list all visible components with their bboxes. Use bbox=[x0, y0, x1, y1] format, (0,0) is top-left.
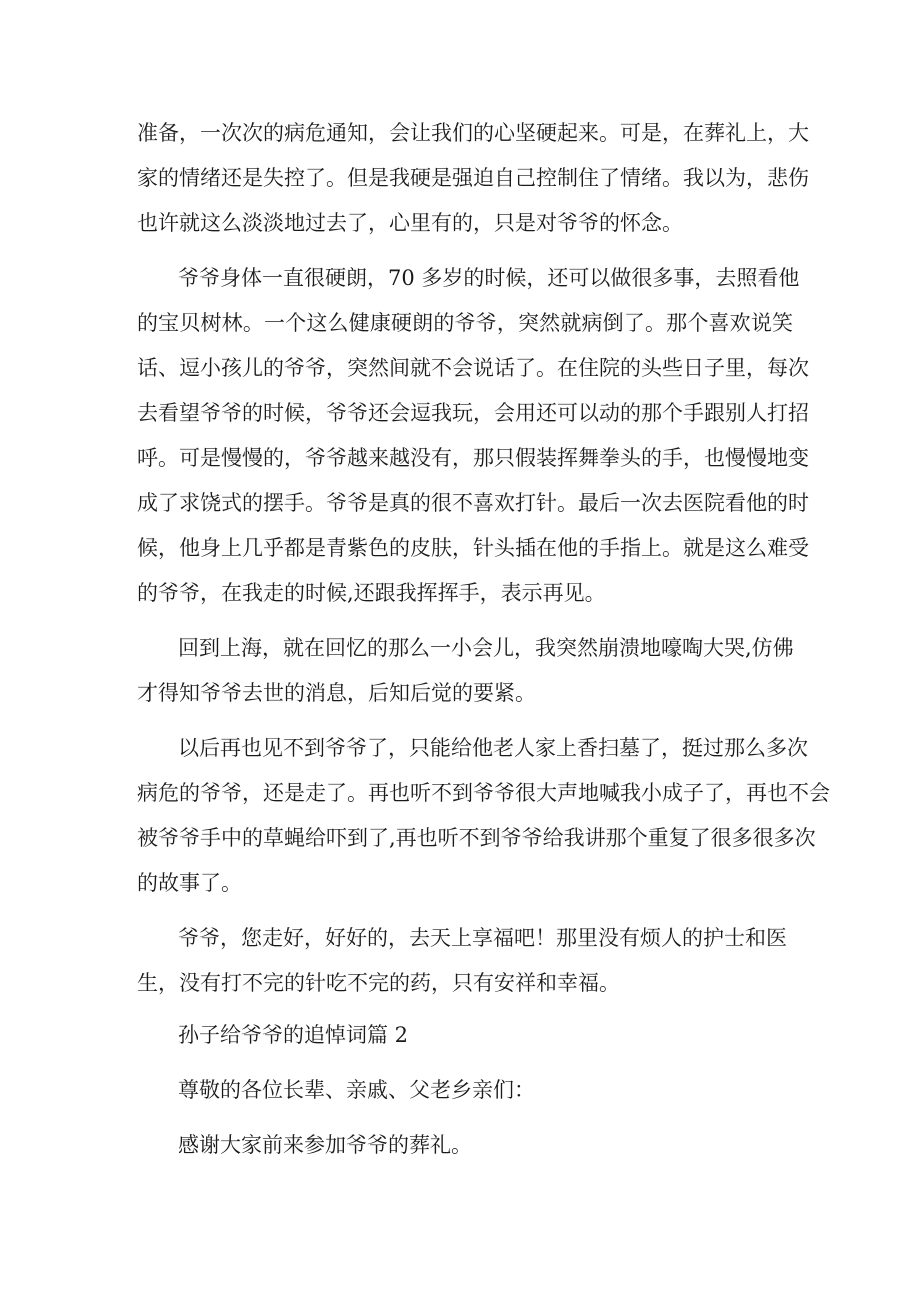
paragraph-line: 被爷爷手中的草蝇给吓到了,再也听不到爷爷给我讲那个重复了很多很多次 bbox=[137, 826, 816, 850]
paragraph-line: 家的情绪还是失控了。但是我硬是强迫自己控制住了情绪。我以为，悲伤 bbox=[137, 166, 809, 190]
paragraph-line: 回到上海，就在回忆的那么一小会儿，我突然崩溃地嚎啕大哭,仿佛 bbox=[178, 636, 794, 660]
paragraph-line: 候，他身上几乎都是青紫色的皮肤，针头插在他的手指上。就是这么难受 bbox=[137, 536, 809, 560]
paragraph-line: 的故事了。 bbox=[137, 871, 242, 895]
paragraph-line: 准备，一次次的病危通知，会让我们的心坚硬起来。可是，在葬礼上，大 bbox=[137, 121, 809, 145]
paragraph-line: 也许就这么淡淡地过去了，心里有的，只是对爷爷的怀念。 bbox=[137, 211, 683, 235]
paragraph-line: 的宝贝树林。一个这么健康硬朗的爷爷，突然就病倒了。那个喜欢说笑 bbox=[137, 311, 793, 335]
salutation: 尊敬的各位长辈、亲戚、父老乡亲们： bbox=[178, 1078, 535, 1102]
paragraph-line: 爷爷身体一直很硬朗，70 多岁的时候，还可以做很多事，去照看他 bbox=[178, 266, 800, 290]
paragraph-line: 成了求饶式的摆手。爷爷是真的很不喜欢打针。最后一次去医院看他的时 bbox=[137, 491, 809, 515]
paragraph-line: 生，没有打不完的针吃不完的药，只有安祥和幸福。 bbox=[137, 971, 620, 995]
paragraph-line: 话、逗小孩儿的爷爷，突然间就不会说话了。在住院的头些日子里，每次 bbox=[137, 356, 809, 380]
paragraph-line: 去看望爷爷的时候，爷爷还会逗我玩，会用还可以动的那个手跟别人打招 bbox=[137, 401, 809, 425]
section-title: 孙子给爷爷的追悼词篇 2 bbox=[178, 1023, 409, 1047]
paragraph-line: 呼。可是慢慢的，爷爷越来越没有，那只假装挥舞拳头的手，也慢慢地变 bbox=[137, 446, 809, 470]
paragraph-line: 病危的爷爷，还是走了。再也听不到爷爷很大声地喊我小成子了，再也不会 bbox=[137, 781, 830, 805]
opening-line: 感谢大家前来参加爷爷的葬礼。 bbox=[178, 1133, 472, 1157]
paragraph-line: 爷爷，您走好，好好的，去天上享福吧！那里没有烦人的护士和医 bbox=[178, 926, 787, 950]
paragraph-line: 以后再也见不到爷爷了，只能给他老人家上香扫墓了，挺过那么多次 bbox=[178, 736, 808, 760]
paragraph-line: 的爷爷，在我走的时候,还跟我挥挥手，表示再见。 bbox=[137, 581, 606, 605]
paragraph-line: 才得知爷爷去世的消息，后知后觉的要紧。 bbox=[137, 681, 536, 705]
